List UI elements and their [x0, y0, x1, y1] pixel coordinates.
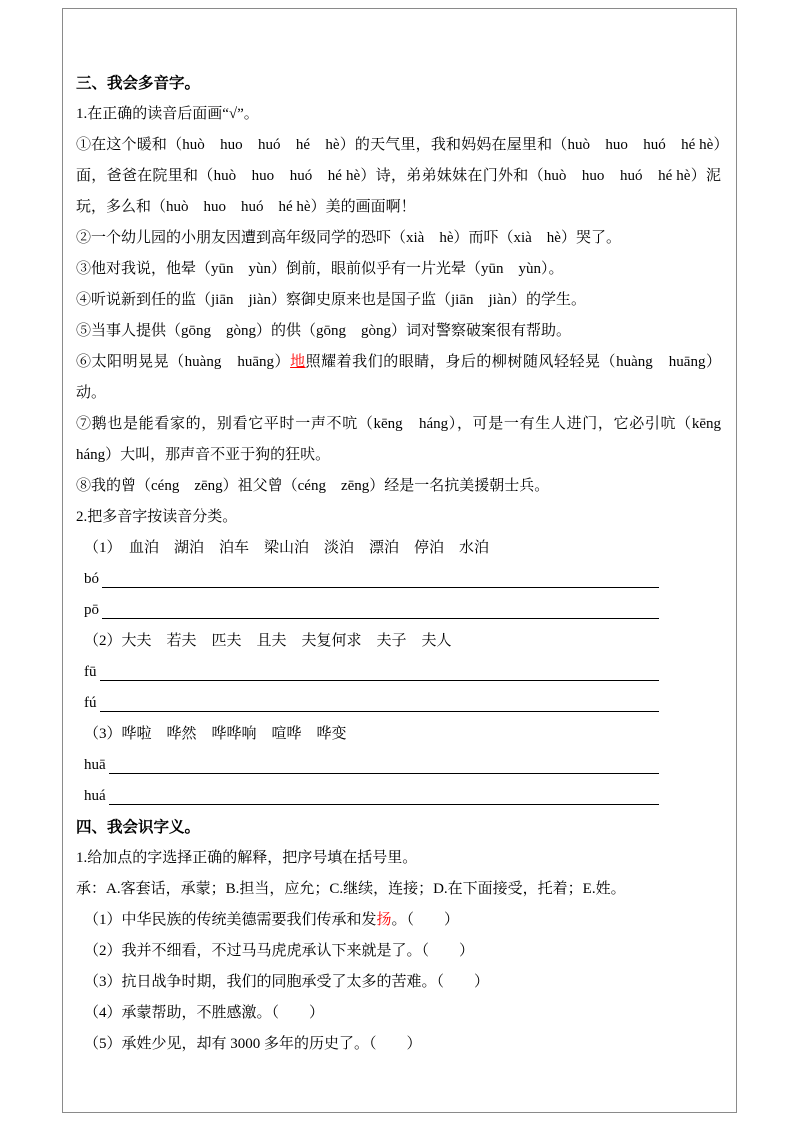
answer-row-bo2 — [76, 564, 721, 595]
section4-question-5: （5）承姓少见，却有 3000 多年的历史了。（ ） — [84, 1036, 422, 1052]
pinyin-label: pō — [84, 602, 99, 618]
q1-post: 。（ ） — [391, 912, 460, 928]
section4-question-4: （4）承蒙帮助，不胜感激。（ ） — [84, 1005, 325, 1021]
question-item-8: ⑧我的曾（céng zēng）祖父曾（céng zēng）经是一名抗美援朝士兵。 — [76, 478, 550, 494]
group2-words: （2）大夫 若夫 匹夫 且夫 夫复何求 夫子 夫人 — [84, 633, 452, 649]
question-item-2: ②一个幼儿园的小朋友因遭到高年级同学的恐吓（xià hè）而吓（xià hè）哭了。 — [76, 230, 621, 246]
question-item-3: ③他对我说，他晕（yūn yùn）倒前，眼前似乎有一片光晕（yūn yùn）。 — [76, 261, 564, 277]
q1-red-marked-char: 扬 — [376, 912, 392, 928]
item6-red-marked-char: 地 — [290, 354, 306, 370]
section4-question-2: （2）我并不细看，不过马马虎虎承认下来就是了。（ ） — [84, 943, 475, 959]
answer-blank — [100, 657, 660, 681]
answer-blank — [102, 564, 659, 588]
answer-row-fu1 — [76, 657, 721, 688]
answer-row-fu2 — [76, 688, 721, 719]
worksheet-content — [76, 68, 737, 1060]
section4-question-3: （3）抗日战争时期，我们的同胞承受了太多的苦难。（ ） — [84, 974, 490, 990]
section3-q2-title: 2.把多音字按读音分类。 — [76, 509, 238, 525]
section4-heading: 四、我会识字义。 — [76, 819, 201, 836]
item6-pre: ⑥太阳明晃晃（huàng huāng） — [76, 354, 291, 370]
pinyin-label: fū — [84, 664, 97, 680]
question-item-1: ①在这个暖和（huò huo huó hé hè）的天气里，我和妈妈在屋里和（huò huo huó hé hè）面，爸爸在院里和（huò huo huó hé hè）诗，弟弟妹妹在门外和（huò huo huó hé hè）泥玩，多么和（huò huo huó hé hè）美的画面啊！ — [76, 137, 721, 215]
section4-gloss: 承：A.客套话，承蒙；B.担当，应允；C.继续，连接；D.在下面接受，托着；E.姓。 — [76, 881, 626, 897]
group1-words: （1） 血泊 湖泊 泊车 梁山泊 淡泊 漂泊 停泊 水泊 — [84, 540, 490, 556]
item6-post: 照耀着我们的眼睛，身后的柳树随风轻轻晃（huàng huāng）动。 — [76, 354, 721, 401]
group3-words: （3）哗啦 哗然 哗哗响 喧哗 哗变 — [84, 726, 347, 742]
section4-q1-title: 1.给加点的字选择正确的解释，把序号填在括号里。 — [76, 850, 418, 866]
answer-row-hua1 — [76, 750, 721, 781]
section3-q1-title: 1.在正确的读音后面画“√”。 — [76, 106, 259, 122]
section4-question-1 — [76, 905, 721, 936]
question-item-7: ⑦鹅也是能看家的，别看它平时一声不吭（kēng háng），可是一有生人进门，它必引吭（kēng háng）大叫，那声音不亚于狗的狂吠。 — [76, 416, 737, 463]
question-item-5: ⑤当事人提供（gōng gòng）的供（gōng gòng）词对警察破案很有帮助。 — [76, 323, 572, 339]
question-item-4: ④听说新到任的监（jiān jiàn）察御史原来也是国子监（jiān jiàn）的学生。 — [76, 292, 586, 308]
answer-blank — [109, 781, 659, 805]
section3-heading: 三、我会多音字。 — [76, 75, 201, 92]
pinyin-label: huā — [84, 757, 106, 773]
answer-blank — [109, 750, 659, 774]
pinyin-label: fú — [84, 695, 97, 711]
pinyin-label: huá — [84, 788, 106, 804]
q1-pre: （1）中华民族的传统美德需要我们传承和发 — [84, 912, 377, 928]
answer-blank — [100, 688, 660, 712]
answer-blank — [102, 595, 659, 619]
pinyin-label: bó — [84, 571, 99, 587]
question-item-6 — [76, 347, 721, 409]
answer-row-hua2 — [76, 781, 721, 812]
answer-row-po1 — [76, 595, 721, 626]
